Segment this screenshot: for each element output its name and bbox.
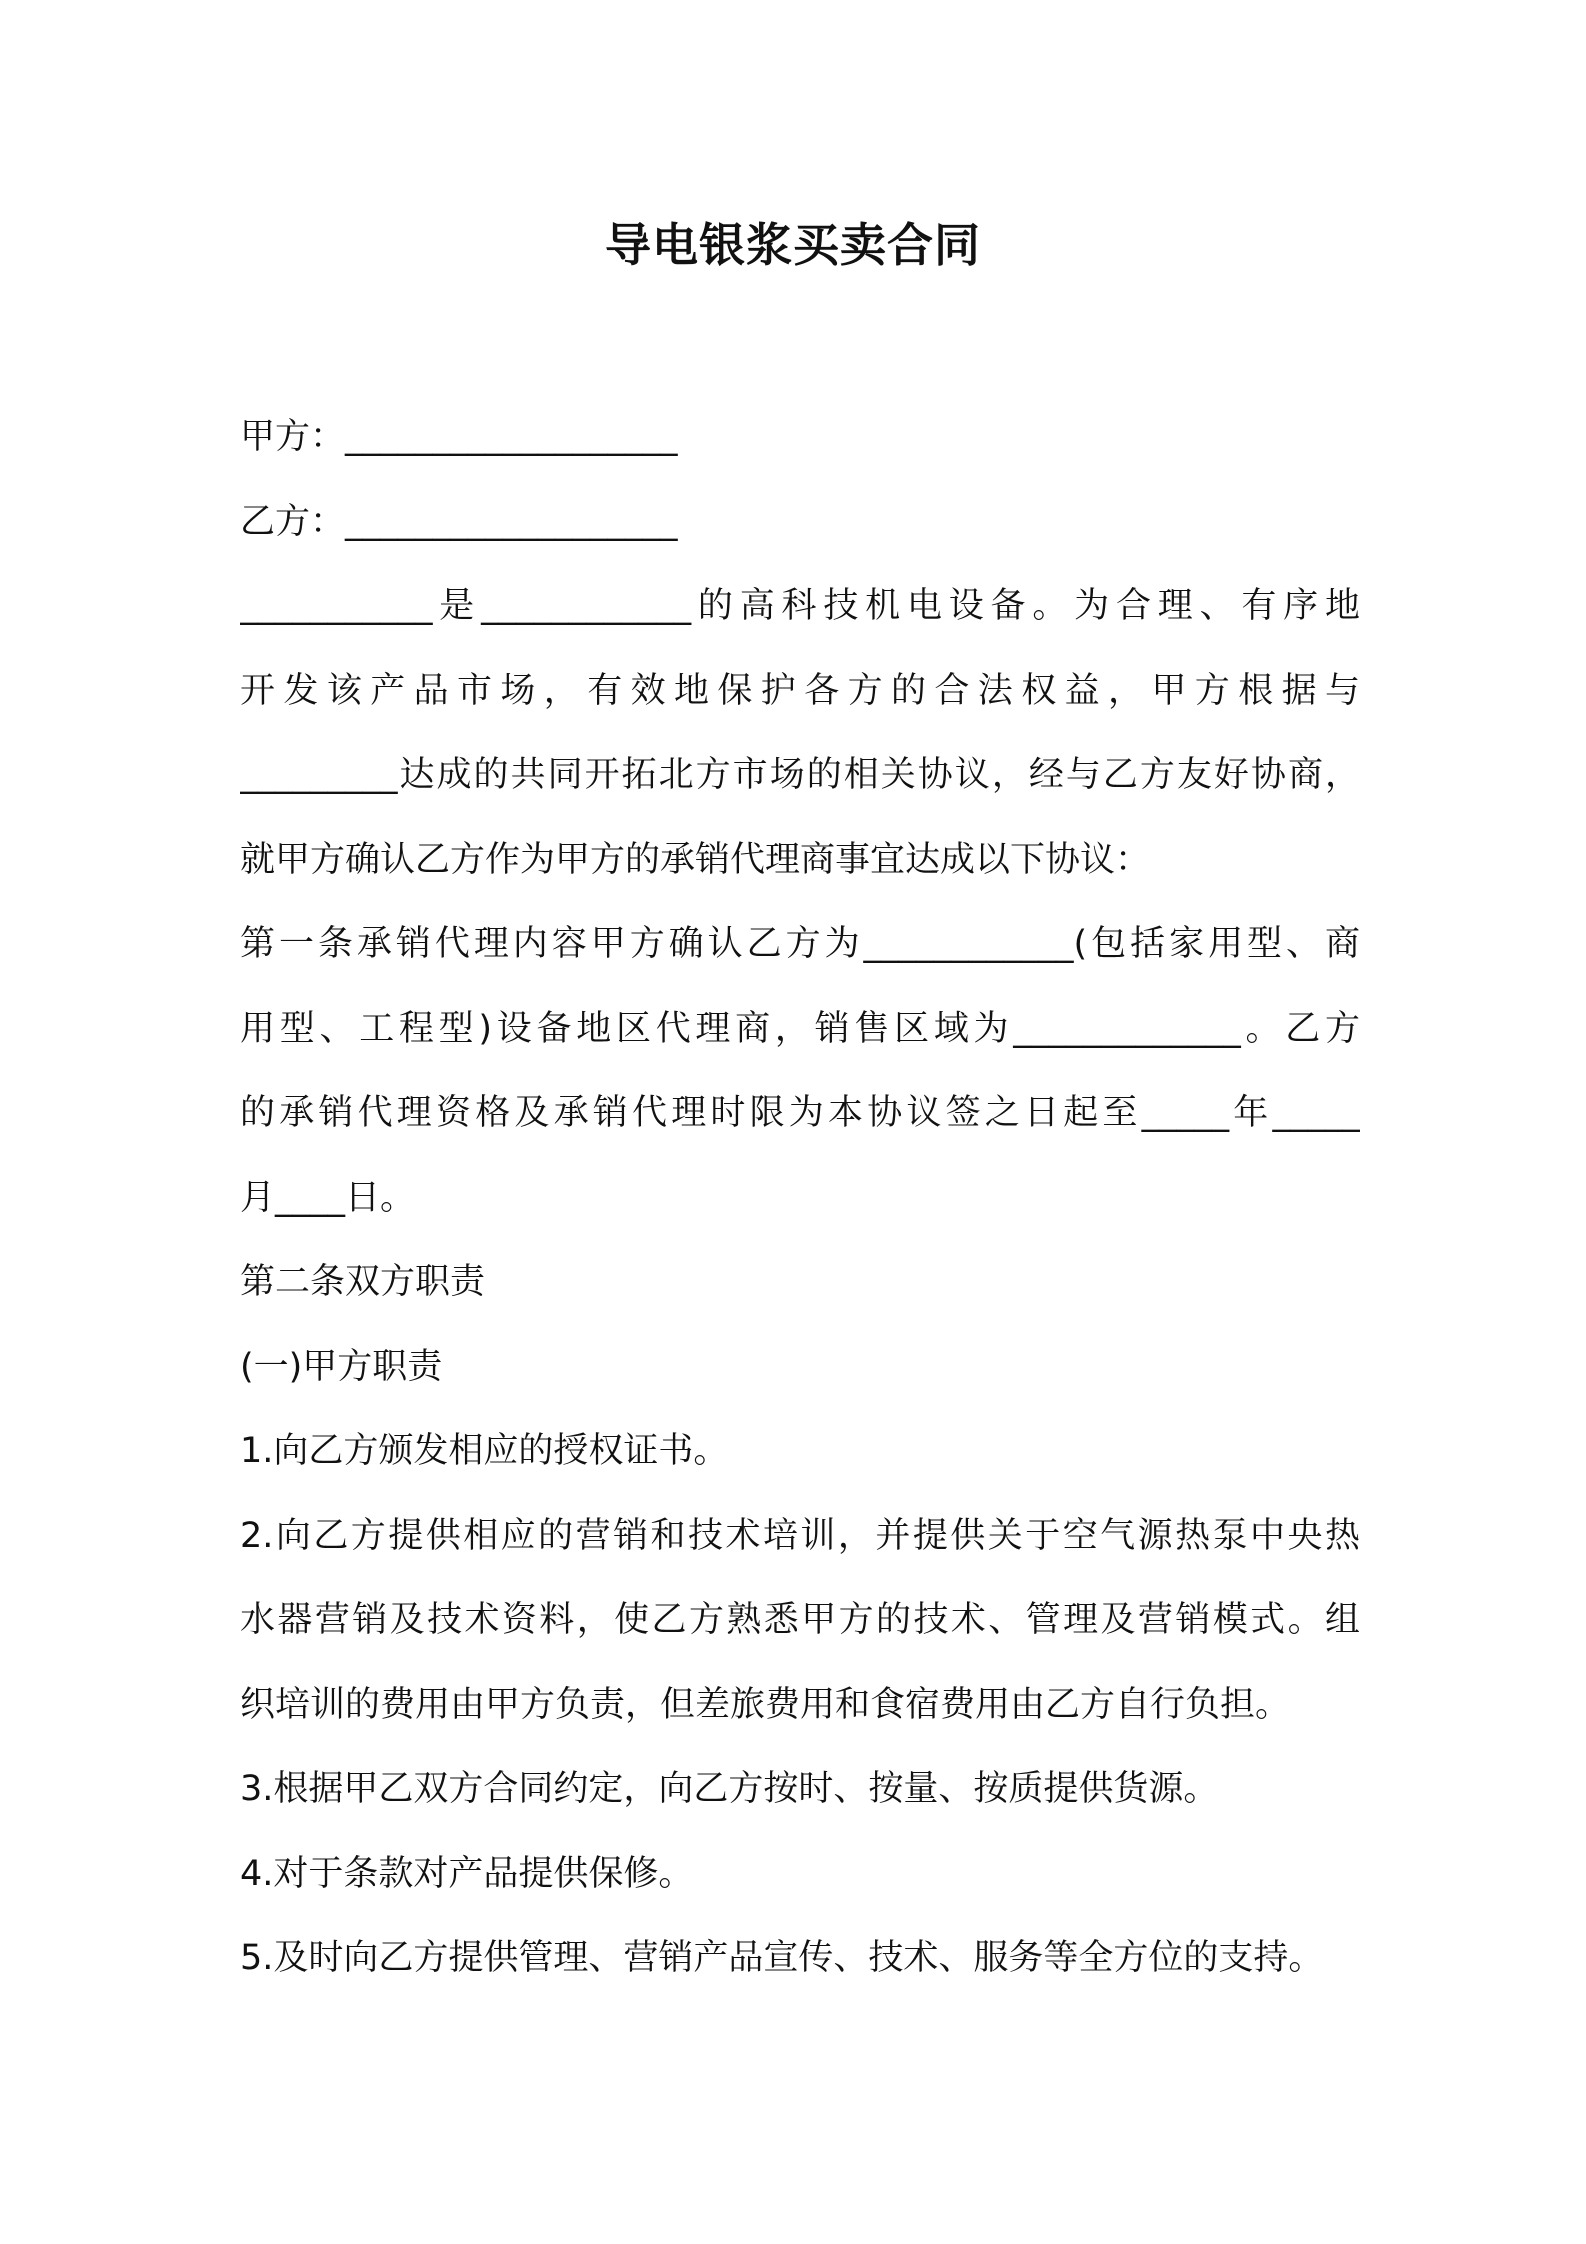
document-body [240, 395, 1360, 2001]
article-1-line: 用型、工程型)设备地区代理商，销售区域为_____________。乙方 [240, 1008, 1360, 1049]
article-1-line: 的承销代理资格及承销代理时限为本协议签之日起至_____年_____ [240, 1093, 1360, 1133]
party-b-line: 乙方：___________________ [240, 501, 678, 542]
list-item: 5.及时向乙方提供管理、营销产品宣传、技术、服务等全方位的支持。 [240, 1938, 1324, 1978]
article-2-heading: 第二条双方职责 [240, 1262, 486, 1302]
party-a-line: 甲方：___________________ [240, 417, 678, 457]
section-heading: (一)甲方职责 [240, 1346, 443, 1387]
paragraph-line: 开发该产品市场，有效地保护各方的合法权益，甲方根据与 [240, 670, 1360, 711]
list-item: 2.向乙方提供相应的营销和技术培训，并提供关于空气源热泵中央热 [240, 1515, 1360, 1556]
article-1-line: 第一条承销代理内容甲方确认乙方为____________(包括家用型、商 [240, 924, 1360, 964]
paragraph-line: 就甲方确认乙方作为甲方的承销代理商事宜达成以下协议： [240, 839, 1151, 880]
article-1-line: 月____日。 [240, 1177, 416, 1218]
list-item: 织培训的费用由甲方负责，但差旅费用和食宿费用由乙方自行负担。 [240, 1684, 1291, 1725]
list-item: 水器营销及技术资料，使乙方熟悉甲方的技术、管理及营销模式。组 [240, 1600, 1360, 1640]
paragraph-line: _________达成的共同开拓北方市场的相关协议，经与乙方友好协商， [240, 755, 1360, 795]
list-item: 1.向乙方颁发相应的授权证书。 [240, 1431, 729, 1471]
list-item: 3.根据甲乙双方合同约定，向乙方按时、按量、按质提供货源。 [240, 1769, 1219, 1809]
list-item: 4.对于条款对产品提供保修。 [240, 1853, 694, 1894]
paragraph-line: ___________是____________的高科技机电设备。为合理、有序地 [240, 586, 1360, 626]
document-title: 导电银浆买卖合同 [605, 218, 981, 272]
